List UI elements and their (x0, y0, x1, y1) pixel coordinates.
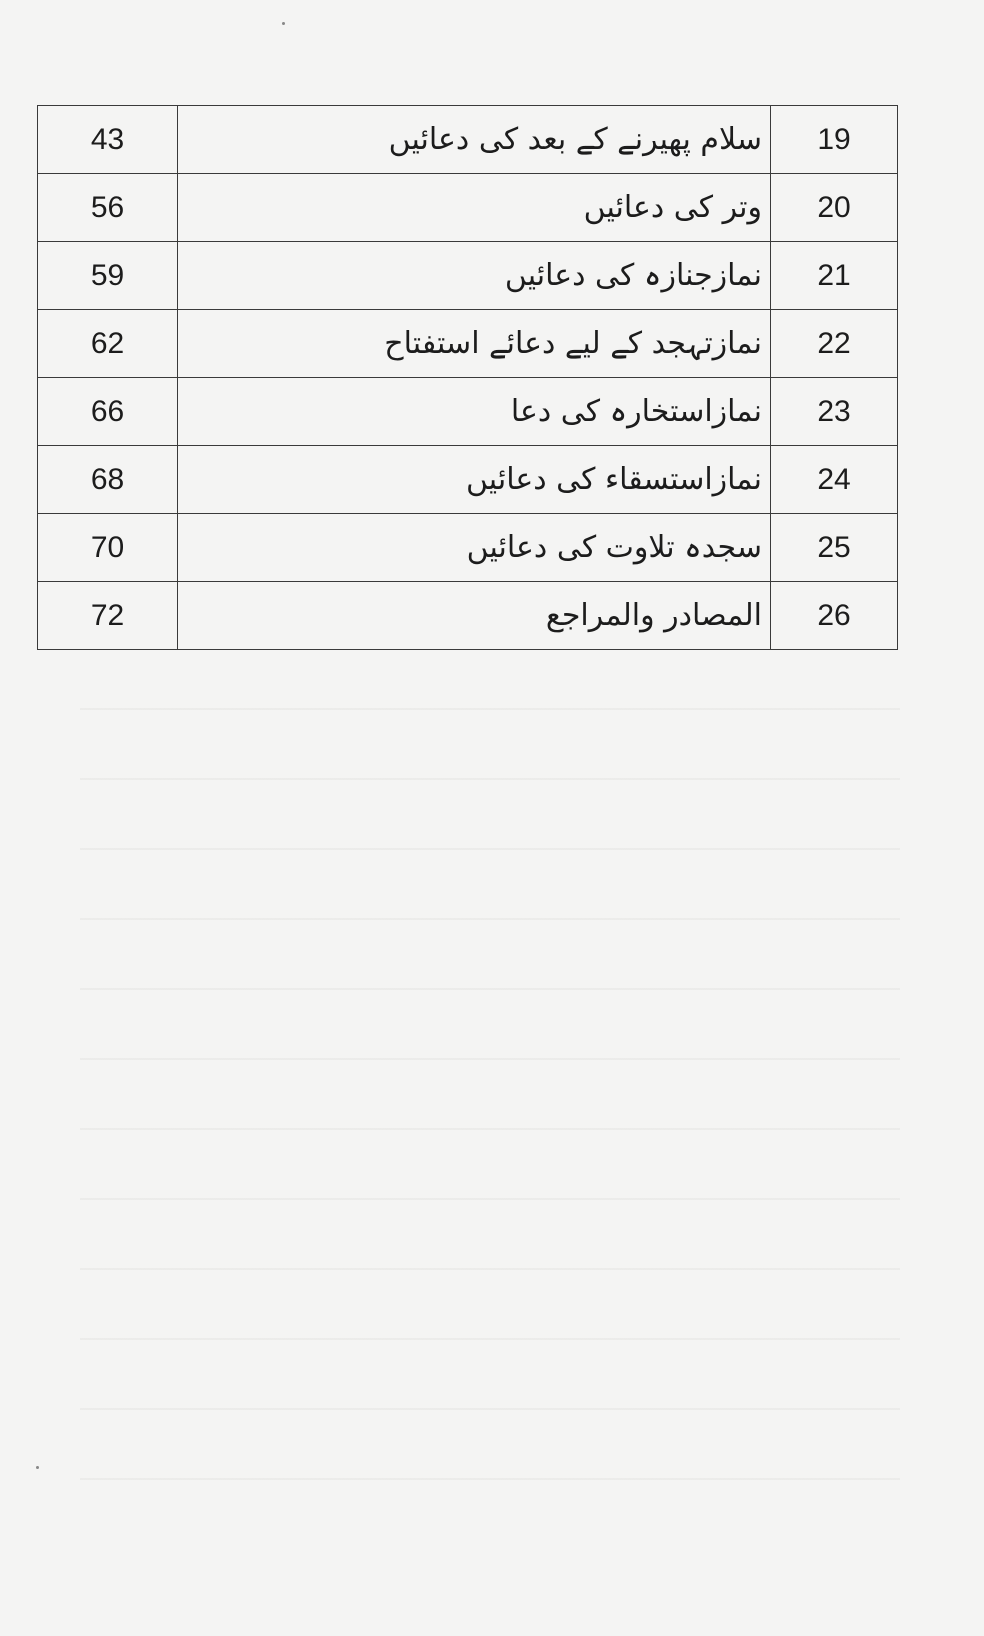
page-number: 62 (38, 310, 178, 378)
entry-number: 21 (771, 242, 898, 310)
entry-number: 22 (771, 310, 898, 378)
page-bleed-through (80, 640, 900, 1540)
page-number: 68 (38, 446, 178, 514)
entry-title: نمازتہجد کے لیے دعائے استفتاح (178, 310, 771, 378)
entry-title: نمازاستخارہ کی دعا (178, 378, 771, 446)
scan-speck (282, 22, 285, 25)
table-row (38, 378, 898, 446)
table-row (38, 242, 898, 310)
entry-title: نمازجنازہ کی دعائیں (178, 242, 771, 310)
entry-title: وتر کی دعائیں (178, 174, 771, 242)
page-number: 59 (38, 242, 178, 310)
table-row (38, 514, 898, 582)
table-row (38, 446, 898, 514)
table-row (38, 106, 898, 174)
page-number: 56 (38, 174, 178, 242)
entry-number: 25 (771, 514, 898, 582)
entry-number: 20 (771, 174, 898, 242)
page-number: 66 (38, 378, 178, 446)
entry-title: المصادر والمراجع (178, 582, 771, 650)
entry-number: 24 (771, 446, 898, 514)
scan-speck (36, 1466, 39, 1469)
table-row (38, 310, 898, 378)
page-number: 43 (38, 106, 178, 174)
entry-title: سجدہ تلاوت کی دعائیں (178, 514, 771, 582)
entry-number: 19 (771, 106, 898, 174)
entry-number: 23 (771, 378, 898, 446)
table-row (38, 174, 898, 242)
page-number: 72 (38, 582, 178, 650)
entry-title: نمازاستسقاء کی دعائیں (178, 446, 771, 514)
page-number: 70 (38, 514, 178, 582)
table-row (38, 582, 898, 650)
table-of-contents (37, 105, 898, 650)
entry-title: سلام پھیرنے کے بعد کی دعائیں (178, 106, 771, 174)
entry-number: 26 (771, 582, 898, 650)
